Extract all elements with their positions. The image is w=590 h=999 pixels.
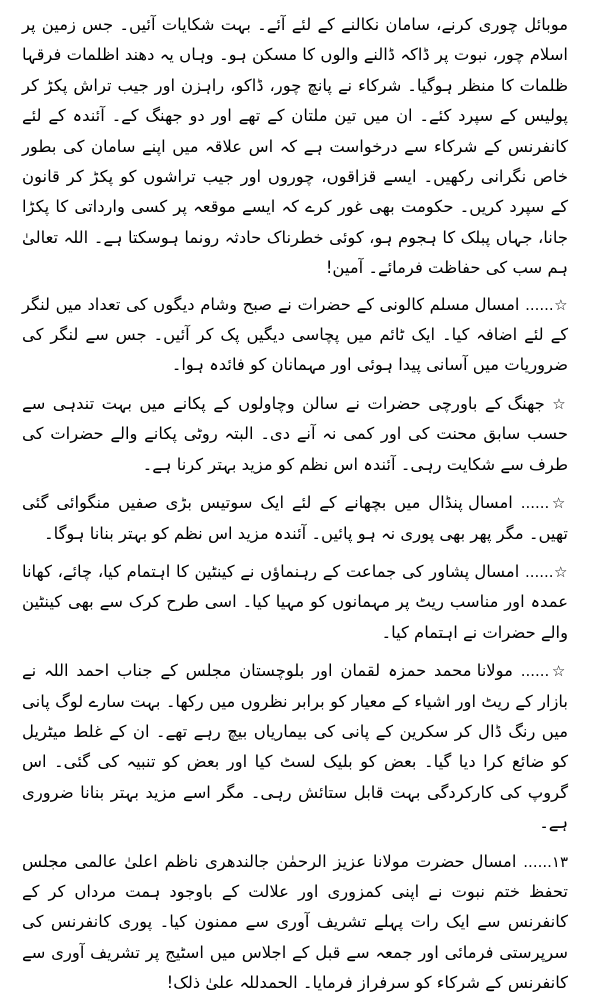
paragraph-text: موبائل چوری کرنے، سامان نکالنے کے لئے آئے۔ بہت شکایات آئیں۔ جس زمین پر اسلام چور، نبوت پر ڈاکہ ڈالنے والوں کا مسکن ہو۔ وہاں یہ دھند اظلمات فرقہا ظلمات کا منظر ہوگیا۔ شرکاء نے پانچ چور، ڈاکو، راہزن اور جیب تراش پکڑ کر پولیس کے سپرد کئے۔ ان میں تین ملتان کے تھے اور دو جھنگ کے۔ آئندہ کے لئے کانفرنس کے شرکاء سے درخواست ہے کہ اس علاقہ میں اپنے سامان کی بطور خاص نگرانی رکھیں۔ ایسے قزاقوں، چوروں اور جیب تراشوں کو پکڑ کر قانون کے سپرد کریں۔ حکومت بھی غور کرے کہ ایسے موقعہ پر کسی وارداتی کا پکڑا جانا، جہاں پبلک کا ہجوم ہو، کوئی خطرناک حادثہ رونما ہوسکتا ہے۔ اللہ تعالیٰ ہم سب کی حفاظت فرمائے۔ آمین!	[22, 15, 568, 278]
star-bullet-marker: ☆......	[520, 662, 569, 681]
paragraph-text: امسال مسلم کالونی کے حضرات نے صبح وشام دیگوں کی تعداد میں لنگر کے لئے اضافہ کیا۔ ایک ٹائم میں پچاسی دیگیں پک کر آئیں۔ جس سے لنگر کی ضروریات میں آسانی پیدا ہوئی اور مہمانان کو فائدہ ہوا۔	[22, 294, 568, 375]
star-bullet-marker: ☆	[552, 394, 568, 413]
star-bullet-marker: ☆......	[525, 295, 568, 314]
paragraph-langar-degs	[22, 290, 568, 381]
paragraph-pandal-mats	[22, 488, 568, 549]
star-bullet-marker: ☆......	[524, 562, 568, 581]
paragraph-canteen	[22, 557, 568, 648]
paragraph-market-rates	[22, 656, 568, 838]
paragraph-text: امسال پنڈال میں بچھانے کے لئے ایک سوتیس بڑی صفیں منگوائی گئی تھیں۔ مگر پھر بھی پوری نہ ہو پائیں۔ آئندہ مزید اس نظم کو بہتر بنانا ہوگا۔	[22, 493, 568, 543]
paragraph-text: جھنگ کے باورچی حضرات نے سالن وچاولوں کے پکانے میں بہت تندہی سے حسب سابق محنت کی اور کمی نہ آنے دی۔ البتہ روٹی پکانے والے حضرات کی طرف سے شکایت رہی۔ آئندہ اس نظم کو مزید بہتر کرنا ہے۔	[22, 393, 568, 474]
paragraph-security-report	[22, 10, 568, 284]
paragraph-text: امسال پشاور کی جماعت کے رہنماؤں نے کینٹین کا اہتمام کیا، چائے، کھانا عمدہ اور مناسب ریٹ پر مہمانوں کو مہیا کیا۔ اسی طرح کرک سے بھی کینٹین والے حضرات نے اہتمام کیا۔	[22, 561, 568, 642]
star-bullet-marker: ☆......	[520, 494, 568, 513]
paragraph-text: امسال حضرت مولانا عزیز الرحمٰن جالندھری ناظم اعلیٰ عالمی مجلس تحفظ ختم نبوت نے اپنی کمزوری اور علالت کے باوجود ہمت مرداں کر کے کانفرنس سے ایک رات پہلے تشریف آوری سے ممنون کیا۔ پوری کانفرنس کی سرپرستی فرمائی اور جمعہ سے قبل کے اجلاس میں اسٹیج پر تشریف آوری سے کانفرنس کے شرکاء کو سرفراز فرمایا۔ الحمدللہ علیٰ ذلک!	[22, 851, 568, 993]
paragraph-jhang-cooks	[22, 389, 568, 480]
paragraph-text: مولانا محمد حمزہ لقمان اور بلوچستان مجلس کے جناب احمد اللہ نے بازار کے ریٹ اور اشیاء کے معیار کو برابر نظروں میں رکھا۔ بہت سارے لوگ پانی میں رنگ ڈال کر سکرین کے پانی کی بیماریاں بیچ رہے تھے۔ ان کے غلط میٹریل کو ضائع کرا دیا گیا۔ بعض کو بلیک لسٹ کیا اور بعض کو تنبیہ کی گئی۔ اس گروپ کی کارکردگی بہت قابل ستائش رہی۔ مگر اسے مزید بہتر بنانا ضروری ہے۔	[22, 661, 568, 833]
paragraph-numbered-13	[22, 847, 568, 999]
item-number-marker: ۱۳......	[523, 852, 569, 871]
